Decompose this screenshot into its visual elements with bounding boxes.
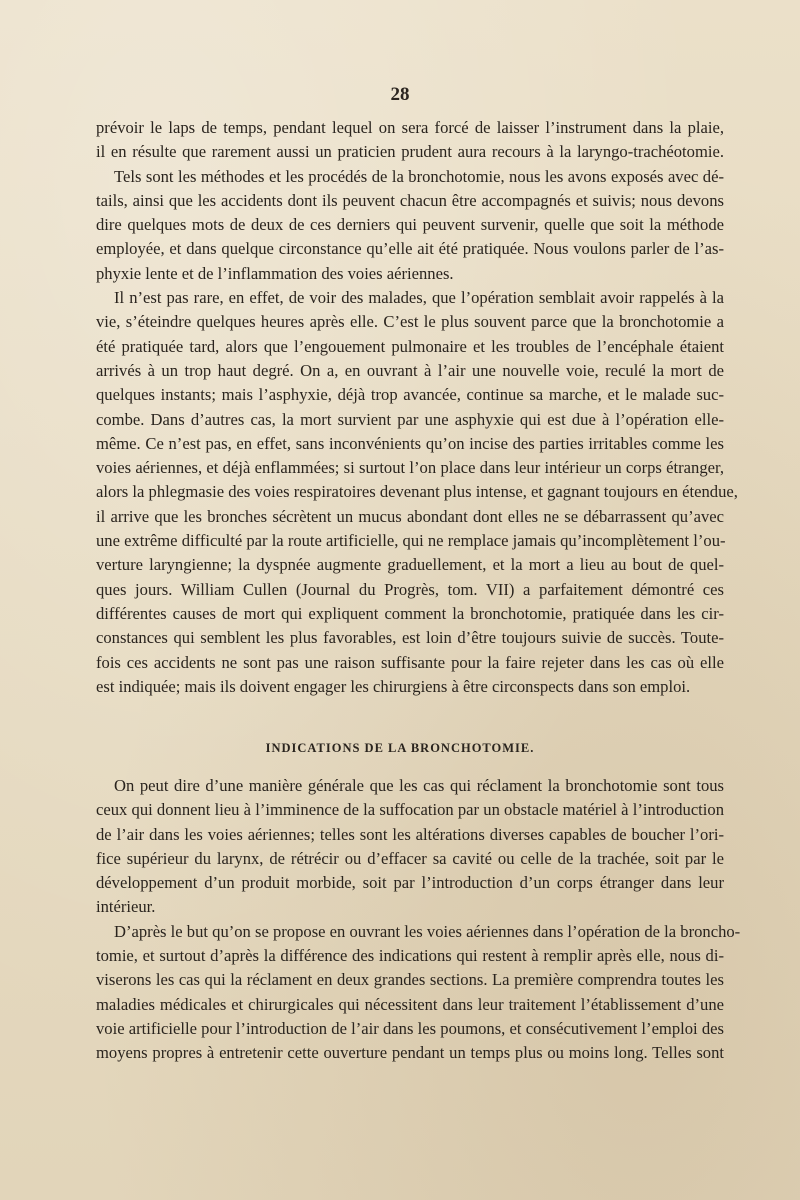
text-line: tails, ainsi que les accidents dont ils peuvent chacun être accompagnés et suivis; nous devons [96, 190, 724, 210]
text-line: différentes causes de mort qui expliquent comment la bronchotomie, pratiquée dans les cir- [96, 603, 724, 623]
text-line: dire quelques mots de deux de ces derniers qui peuvent survenir, quelle que soit la méthode [96, 215, 724, 235]
text-line: combe. Dans d’autres cas, la mort survient par une asphyxie qui est due à l’opération elle- [96, 409, 724, 429]
text-line: viserons les cas qui la réclament en deux grandes sections. La première comprendra toutes les [96, 970, 724, 990]
body-text-block-1 [96, 116, 738, 699]
text-line: fois ces accidents ne sont pas une raison suffisante pour la faire rejeter dans les cas où elle [96, 652, 724, 672]
text-line: même. Ce n’est pas, en effet, sans inconvénients qu’on incise des parties irritables comme les [96, 433, 724, 453]
text-line: voies aériennes, et déjà enflammées; si surtout l’on place dans leur intérieur un corps étranger, [96, 458, 724, 478]
text-line: tomie, et surtout d’après la différence des indications qui restent à remplir après elle, nous di- [96, 946, 724, 966]
text-line: est indiquée; mais ils doivent engager les chirurgiens à être circonspects dans son emploi. [96, 676, 691, 696]
text-line: D’après le but qu’on se propose en ouvrant les voies aériennes dans l’opération de la broncho- [114, 921, 741, 941]
text-line: de l’air dans les voies aériennes; telles sont les altérations diverses capables de boucher l’ori- [96, 824, 724, 844]
text-line: On peut dire d’une manière générale que les cas qui réclament la bronchotomie sont tous [114, 776, 724, 795]
text-line: une extrême difficulté par la route artificielle, qui ne remplace jamais qu’incomplètement l’ou- [96, 531, 726, 551]
text-line: constances qui semblent les plus favorables, est loin d’être toujours suivie de succès. Toute- [96, 628, 724, 648]
body-text-block-2 [96, 774, 741, 1066]
text-line: quelques instants; mais l’asphyxie, déjà trop avancée, continue sa marche, et le malade suc- [96, 385, 724, 405]
text-line: vie, s’éteindre quelques heures après elle. C’est le plus souvent parce que la bronchotomie a [96, 312, 724, 332]
text-line: Tels sont les méthodes et les procédés de la bronchotomie, nous les avons exposés avec dé- [114, 166, 724, 186]
text-line: phyxie lente et de l’inflammation des voies aériennes. [96, 263, 454, 283]
text-line: employée, et dans quelque circonstance qu’elle ait été pratiquée. Nous voulons parler de l’as- [96, 239, 724, 259]
text-line: verture laryngienne; la dyspnée augmente graduellement, et la mort a lieu au bout de quel- [96, 555, 724, 575]
text-line: intérieur. [96, 897, 156, 917]
text-line: ceux qui donnent lieu à l’imminence de la suffocation par un obstacle matériel à l’introduction [96, 800, 724, 820]
text-line: il en résulte que rarement aussi un praticien prudent aura recours à la laryngo-trachéotomie. [96, 142, 724, 162]
section-heading: INDICATIONS DE LA BRONCHOTOMIE. [265, 741, 535, 755]
text-line: prévoir le laps de temps, pendant lequel on sera forcé de laisser l’instrument dans la plaie, [96, 118, 724, 137]
text-line: alors la phlegmasie des voies respiratoires devenant plus intense, et gagnant toujours en étendue, [96, 482, 738, 502]
text-line: il arrive que les bronches sécrètent un mucus abondant dont elles ne se débarrassent qu’avec [96, 506, 724, 526]
text-line: voie artificielle pour l’introduction de l’air dans les poumons, et consécutivement l’emploi des [96, 1018, 724, 1038]
text-line: Il n’est pas rare, en effet, de voir des malades, que l’opération semblait avoir rappelés à la [114, 288, 724, 308]
text-line: arrivés à un trop haut degré. On a, en ouvrant à l’air une nouvelle voie, reculé la mort de [96, 360, 724, 380]
text-line: ques jours. William Cullen (Journal du Progrès, tom. VII) a parfaitement démontré ces [96, 579, 724, 599]
text-line: développement d’un produit morbide, soit par l’introduction d’un corps étranger dans leur [96, 873, 724, 893]
text-line: été pratiquée tard, alors que l’engouement pulmonaire et les troubles de l’encéphale étaient [96, 336, 724, 356]
text-line: fice supérieur du larynx, de rétrécir ou d’effacer sa cavité ou celle de la trachée, soit par le [96, 848, 724, 868]
text-line: moyens propres à entretenir cette ouverture pendant un temps plus ou moins long. Telles sont [96, 1043, 724, 1063]
page-number: 28 [390, 84, 410, 105]
text-line: maladies médicales et chirurgicales qui nécessitent dans leur traitement l’établissement d’une [96, 994, 724, 1014]
